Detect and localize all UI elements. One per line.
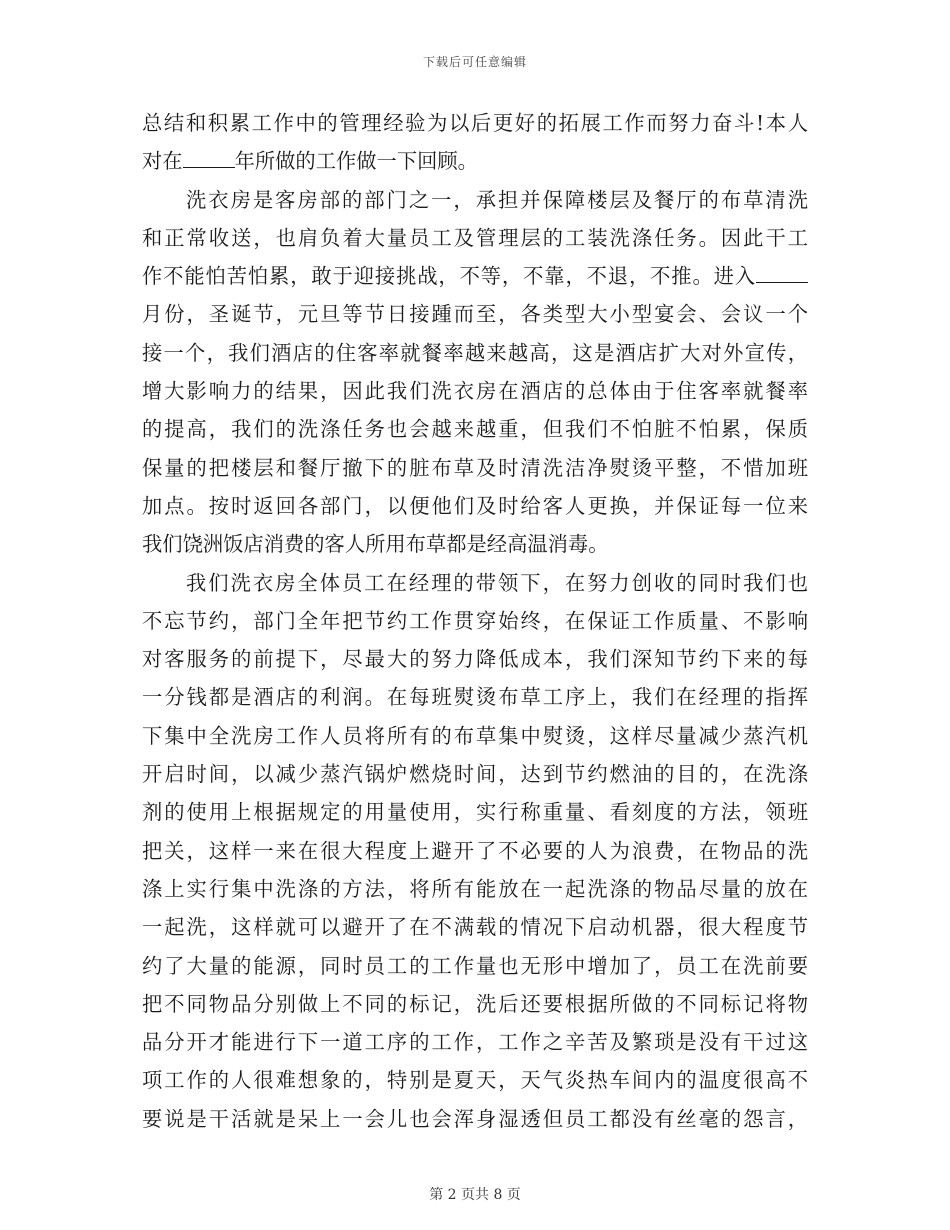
text-line: 下集中全洗房工作人员将所有的布草集中熨烫，这样尽量减少蒸汽机 (142, 723, 808, 748)
text-line: 增大影响力的结果，因此我们洗衣房在酒店的总体由于住客率就餐率 (142, 379, 808, 404)
text-line: 把不同物品分别做上不同的标记，洗后还要根据所做的不同标记将物 (142, 991, 808, 1016)
text-line: 月份，圣诞节，元旦等节日接踵而至，各类型大小型宴会、会议一个 (142, 302, 808, 327)
page-header: 下载后可任意编辑 (422, 55, 527, 69)
text-line (142, 257, 808, 295)
text-line: 对客服务的前提下，尽最大的努力降低成本，我们深知节约下来的每 (142, 647, 808, 672)
text-line: 加点。按时返回各部门，以便他们及时给客人更换，并保证每一位来 (142, 493, 808, 518)
text-line: 剂的使用上根据规定的用量使用，实行称重量、看刻度的方法，领班 (142, 800, 808, 825)
fill-in-blank (183, 143, 235, 168)
text-line: 我们饶洲饭店消费的客人所用布草都是经高温消毒。 (142, 532, 609, 557)
text-line: 涤上实行集中洗涤的方法，将所有能放在一起洗涤的物品尽量的放在 (142, 876, 808, 901)
text-line: 总结和积累工作中的管理经验为以后更好的拓展工作而努力奋斗!本人 (142, 111, 808, 135)
text-line: 的提高，我们的洗涤任务也会越来越重，但我们不怕脏不怕累，保质 (142, 417, 808, 442)
text-line: 品分开才能进行下一道工序的工作，工作之辛苦及繁琐是没有干过这 (142, 1030, 808, 1055)
text-line: 约了大量的能源，同时员工的工作量也无形中增加了，员工在洗前要 (142, 953, 808, 978)
text-fragment: 年所做的工作做一下回顾。 (234, 149, 478, 174)
text-line: 和正常收送，也肩负着大量员工及管理层的工装洗涤任务。因此干工 (142, 225, 808, 250)
text-line: 一起洗，这样就可以避开了在不满载的情况下启动机器，很大程度节 (142, 915, 808, 940)
page-number: 第 2 页共 8 页 (429, 1187, 521, 1203)
text-line: 把关，这样一来在很大程度上避开了不必要的人为浪费，在物品的洗 (142, 838, 808, 863)
text-line: 开启时间，以减少蒸汽锅炉燃烧时间，达到节约燃油的目的，在洗涤 (142, 762, 808, 787)
text-line: 接一个，我们酒店的住客率就餐率越来越高，这是酒店扩大对外宣传， (142, 340, 808, 365)
document-body (142, 104, 808, 1138)
text-line: 一分钱都是酒店的利润。在每班熨烫布草工序上，我们在经理的指挥 (142, 685, 808, 710)
text-fragment: 作不能怕苦怕累，敢于迎接挑战，不等，不靠，不退，不推。进入 (142, 264, 756, 289)
fill-in-blank (756, 258, 808, 283)
text-line: 保量的把楼层和餐厅撤下的脏布草及时清洗洁净熨烫平整，不惜加班 (142, 455, 808, 480)
text-line: 我们洗衣房全体员工在经理的带领下，在努力创收的同时我们也 (186, 570, 808, 595)
text-fragment: 对在 (142, 149, 183, 174)
text-line: 项工作的人很难想象的，特别是夏天，天气炎热车间内的温度很高不 (142, 1068, 808, 1093)
text-line: 洗衣房是客房部的部门之一，承担并保障楼层及餐厅的布草清洗 (186, 187, 808, 212)
text-line: 不忘节约，部门全年把节约工作贯穿始终，在保证工作质量、不影响 (142, 608, 808, 633)
text-line: 要说是干活就是呆上一会儿也会浑身湿透但员工都没有丝毫的怨言， (142, 1106, 808, 1131)
text-line (142, 142, 808, 180)
